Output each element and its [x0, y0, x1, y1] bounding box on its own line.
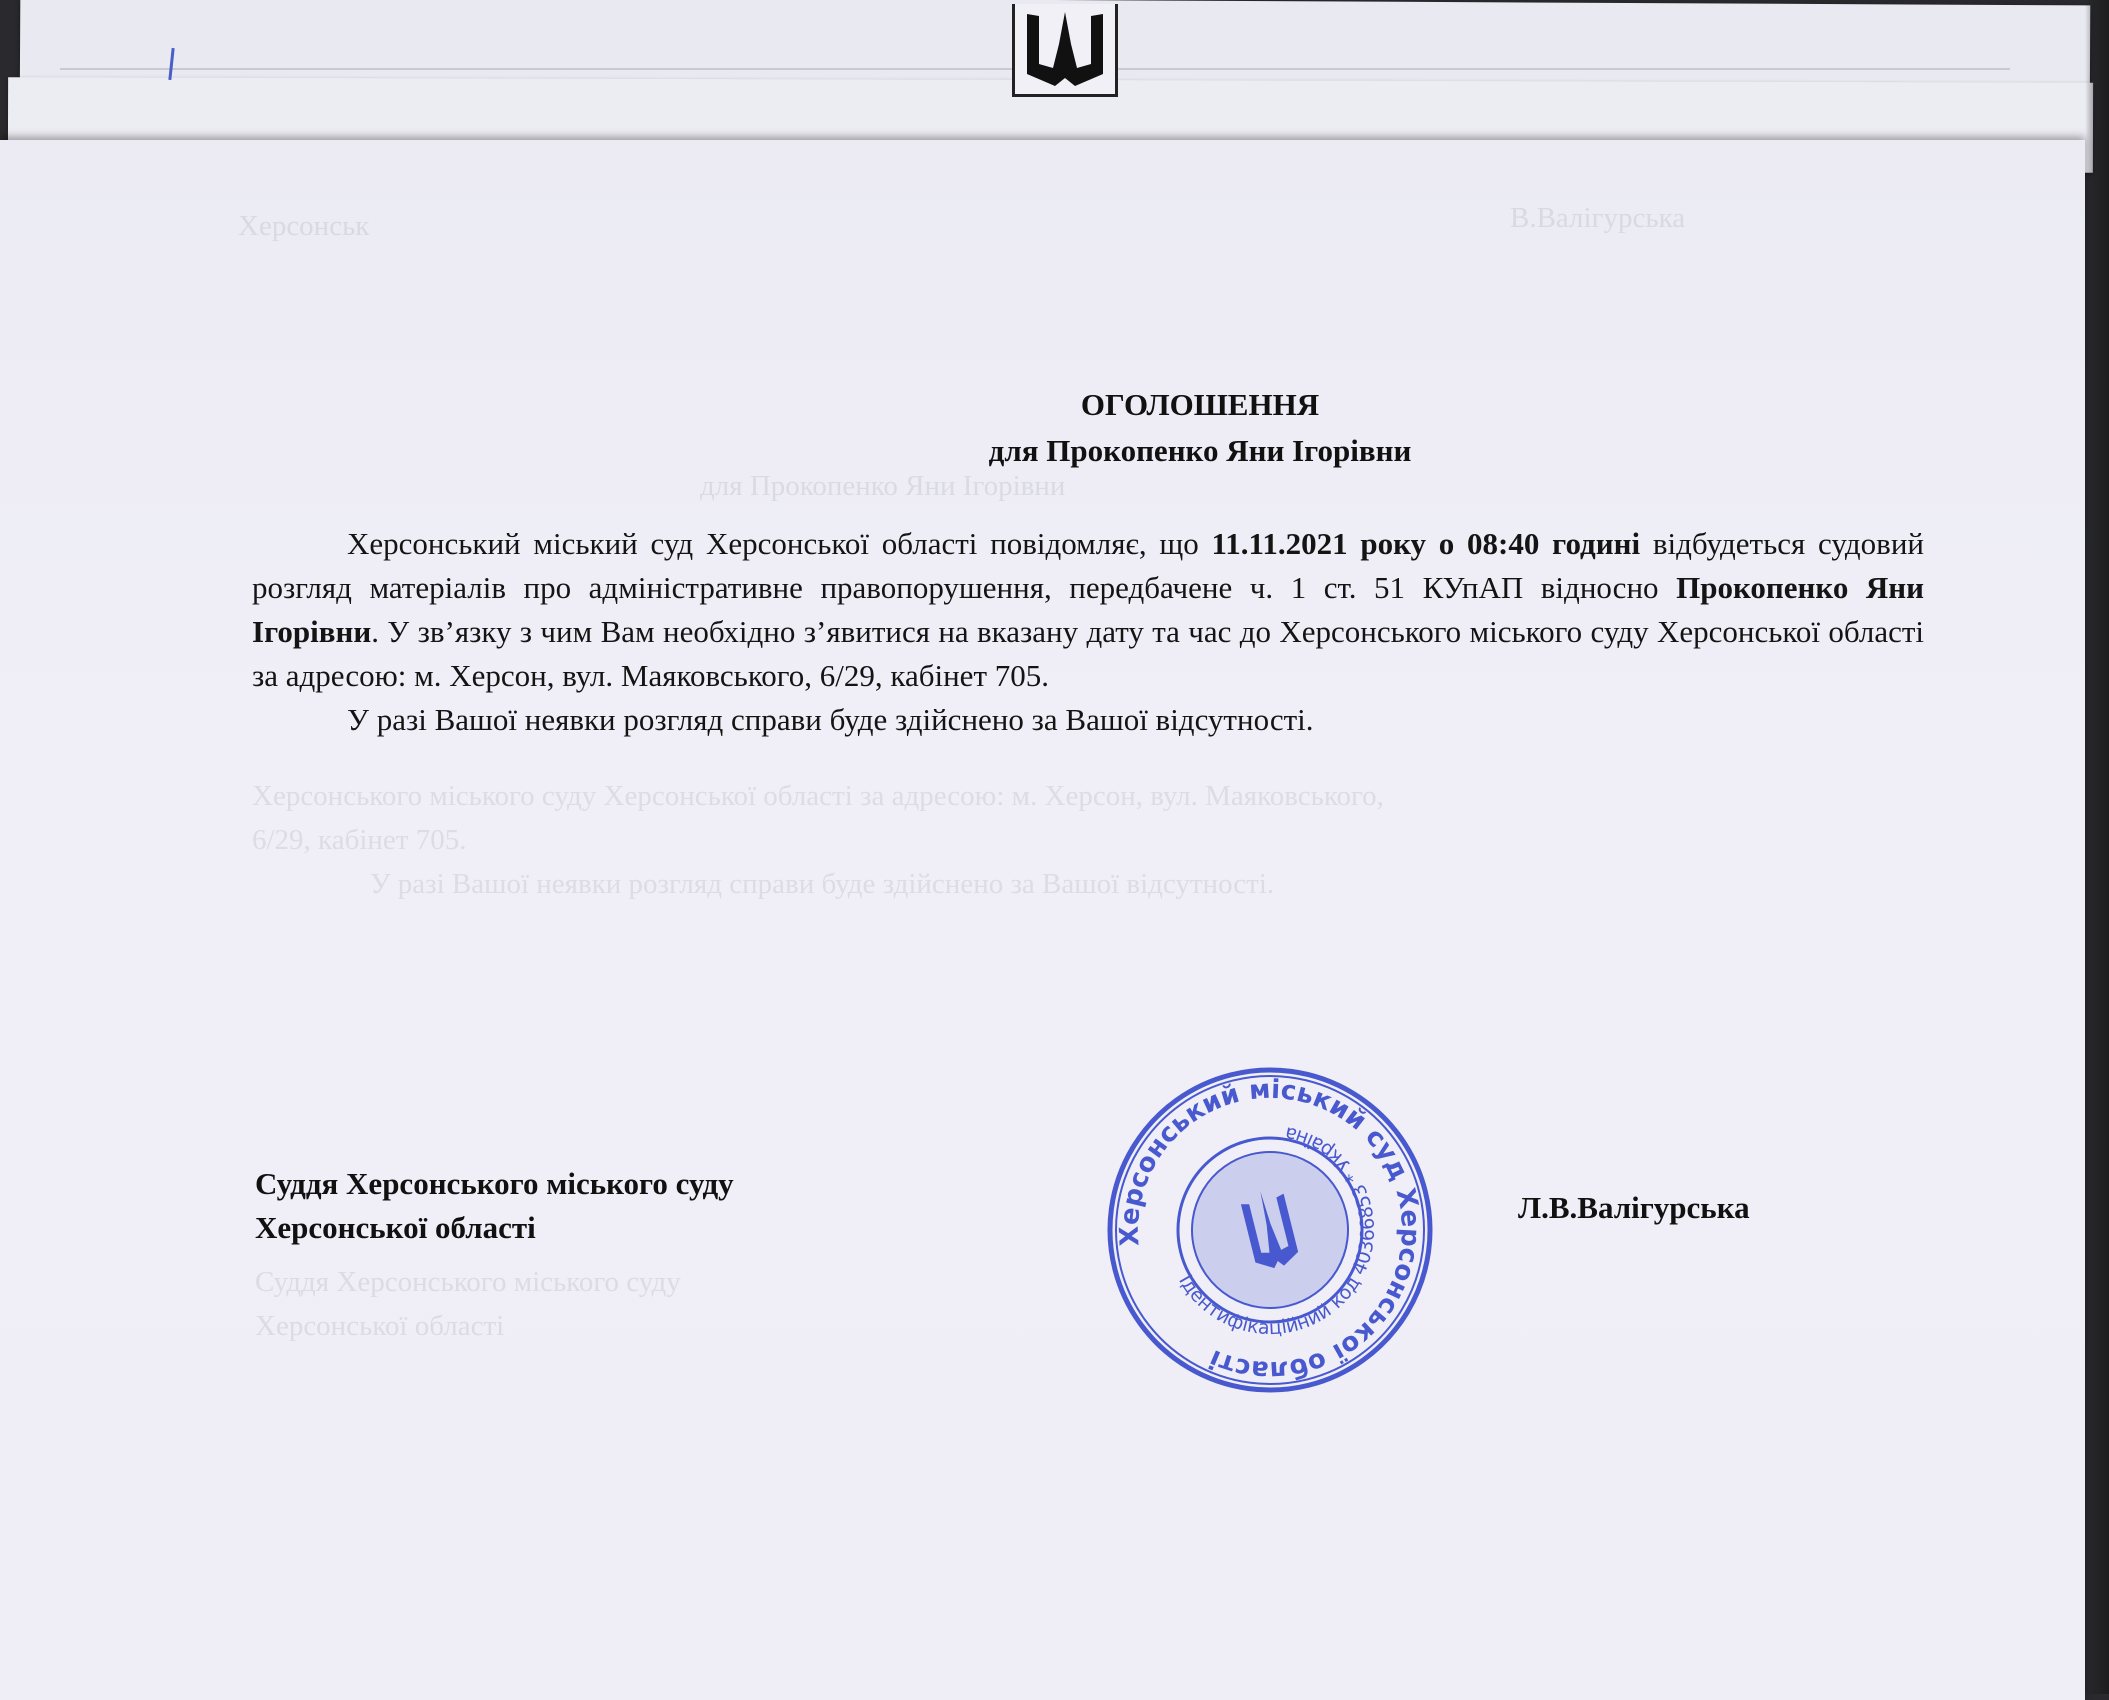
signer-position-line2: Херсонської області [255, 1210, 536, 1245]
text-segment: Херсонський міський суд Херсонської області повідомляє, що [347, 526, 1212, 561]
text-segment: . У зв’язку з чим Вам необхідно з’явитися на вказану дату та час до Херсонського міського суду Херсонської області за адресою: м. Херсон, вул. Маяковського, 6/29, кабінет 705. [252, 614, 1924, 693]
paragraph-hearing [252, 522, 1924, 698]
hearing-datetime: 11.11.2021 року о 08:40 годині [1211, 526, 1641, 561]
signer-position [255, 1162, 734, 1250]
show-through-text: для Прокопенко Яни Ігорівни [700, 470, 1066, 502]
page-title: ОГОЛОШЕННЯ [1080, 387, 1320, 422]
show-through-text: Суддя Херсонського міського суду [255, 1266, 681, 1298]
show-through-text: Херсонськ [238, 210, 370, 242]
court-seal-stamp [1064, 1024, 1476, 1436]
stamp-inner-text: Ідентифікаційний код 40366853 * Україна [1174, 1122, 1380, 1340]
show-through-text: Херсонської області [255, 1310, 505, 1342]
signer-position-line1: Суддя Херсонського міського суду [255, 1166, 734, 1201]
paragraph-absence: У разі Вашої неявки розгляд справи буде здійснено за Вашої відсутності. [347, 702, 1314, 737]
show-through-text: 6/29, кабінет 705. [252, 824, 467, 856]
show-through-text: У разі Вашої неявки розгляд справи буде здійснено за Вашої відсутності. [370, 868, 1275, 900]
signer-name: Л.В.Валігурська [1518, 1190, 1750, 1225]
person-name: Прокопенко Яни Ігорівни [252, 570, 1924, 649]
notice-body [252, 522, 1924, 742]
addressee-line: для Прокопенко Яни Ігорівни [988, 433, 1412, 468]
text-segment: відбудеться судовий розгляд матеріалів про адміністративне правопорушення, передбачене ч. 1 ст. 51 КУпАП відносно [252, 526, 1925, 605]
notice-header [700, 382, 1700, 474]
show-through-text: Херсонського міського суду Херсонської області за адресою: м. Херсон, вул. Маяковського, [252, 780, 1384, 812]
trident-emblem-icon [1012, 4, 1118, 97]
show-through-text: В.Валігурська [1510, 202, 1686, 234]
photo-edge-shadow [2085, 0, 2109, 1694]
stamp-outer-text: Херсонський міський суд Херсонської області [1114, 1074, 1426, 1386]
notice-sheet [0, 140, 2085, 1700]
